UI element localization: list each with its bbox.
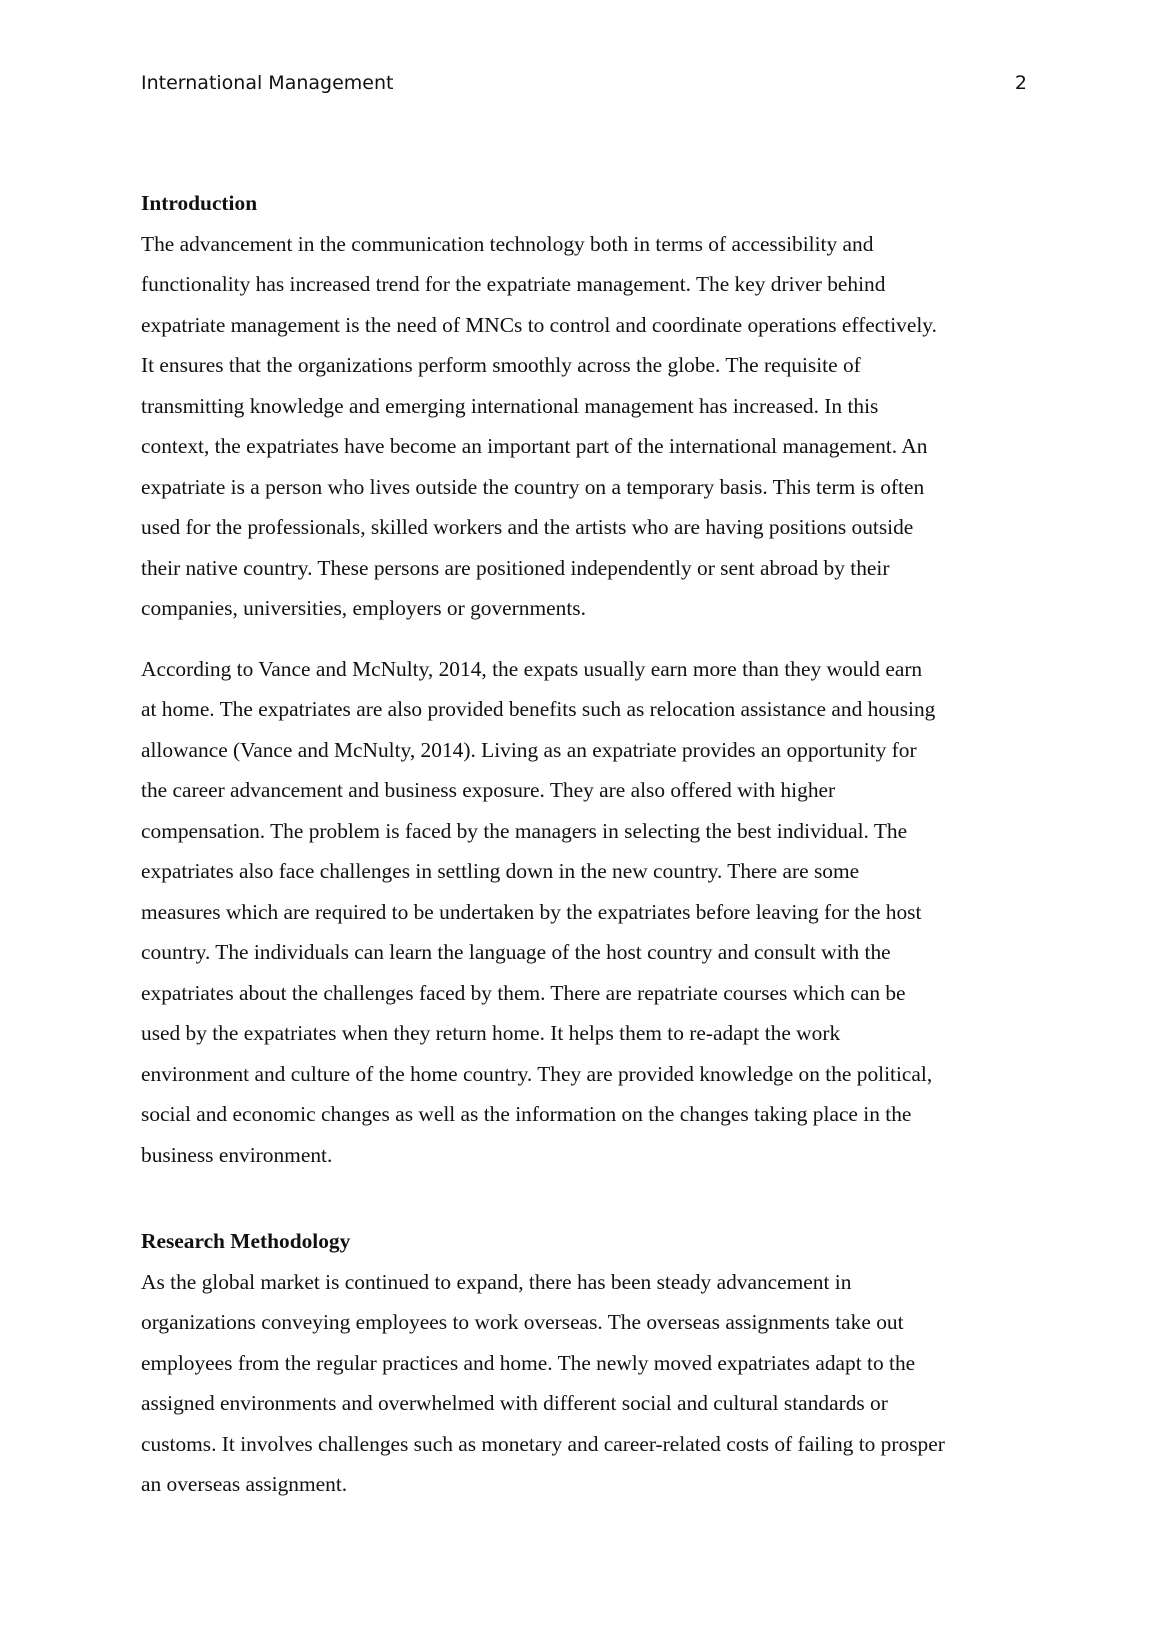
text-line: assigned environments and overwhelmed with different social and cultural standards or: [141, 1391, 888, 1415]
text-line: The advancement in the communication technology both in terms of accessibility and: [141, 231, 874, 256]
text-line: As the global market is continued to expand, there has been steady advancement in: [141, 1269, 852, 1294]
paragraph: [141, 224, 1031, 629]
document-body: [141, 183, 1031, 1505]
section-title: Research Methodology: [141, 1229, 351, 1253]
text-line: allowance (Vance and McNulty, 2014). Living as an expatriate provides an opportunity for: [141, 737, 917, 762]
text-line: expatriates also face challenges in settling down in the new country. There are some: [141, 859, 860, 883]
text-line: at home. The expatriates are also provided benefits such as relocation assistance and housing: [141, 697, 936, 721]
text-line: measures which are required to be undertaken by the expatriates before leaving for the host: [141, 899, 922, 924]
paragraph: [141, 1262, 1031, 1505]
text-line: expatriate management is the need of MNCs to control and coordinate operations effectively.: [141, 312, 937, 337]
text-line: context, the expatriates have become an important part of the international management. An: [141, 434, 928, 458]
text-line: It ensures that the organizations perform smoothly across the globe. The requisite of: [141, 353, 861, 377]
text-line: an overseas assignment.: [141, 1472, 348, 1496]
text-line: social and economic changes as well as the information on the changes taking place in the: [141, 1102, 912, 1126]
text-line: compensation. The problem is faced by the managers in selecting the best individual. The: [141, 818, 908, 843]
section-spacer: [141, 1175, 1031, 1221]
text-line: their native country. These persons are positioned independently or sent abroad by their: [141, 555, 890, 580]
text-line: employees from the regular practices and home. The newly moved expatriates adapt to the: [141, 1350, 916, 1375]
text-line: organizations conveying employees to work overseas. The overseas assignments take out: [141, 1310, 904, 1334]
text-line: the career advancement and business exposure. They are also offered with higher: [141, 778, 836, 802]
page-number: 2: [1014, 72, 1027, 94]
text-line: expatriates about the challenges faced by them. There are repatriate courses which can be: [141, 980, 906, 1005]
text-line: environment and culture of the home country. They are provided knowledge on the political,: [141, 1061, 933, 1086]
text-line: used for the professionals, skilled workers and the artists who are having positions outside: [141, 515, 914, 539]
section-introduction: [141, 183, 1031, 1175]
text-line: expatriate is a person who lives outside the country on a temporary basis. This term is often: [141, 474, 925, 499]
page-header: [141, 70, 1027, 96]
section-research-methodology: [141, 1221, 1031, 1505]
text-line: customs. It involves challenges such as monetary and career-related costs of failing to prosper: [141, 1431, 945, 1456]
text-line: functionality has increased trend for the expatriate management. The key driver behind: [141, 272, 886, 296]
text-line: business environment.: [141, 1142, 333, 1167]
text-line: companies, universities, employers or governments.: [141, 596, 586, 620]
text-line: According to Vance and McNulty, 2014, the expats usually earn more than they would earn: [141, 656, 923, 681]
section-title: Introduction: [141, 191, 258, 215]
text-line: used by the expatriates when they return home. It helps them to re-adapt the work: [141, 1021, 841, 1045]
running-title: International Management: [141, 72, 394, 94]
text-line: country. The individuals can learn the language of the host country and consult with the: [141, 940, 891, 964]
paragraph: [141, 649, 1031, 1176]
text-line: transmitting knowledge and emerging international management has increased. In this: [141, 393, 879, 418]
